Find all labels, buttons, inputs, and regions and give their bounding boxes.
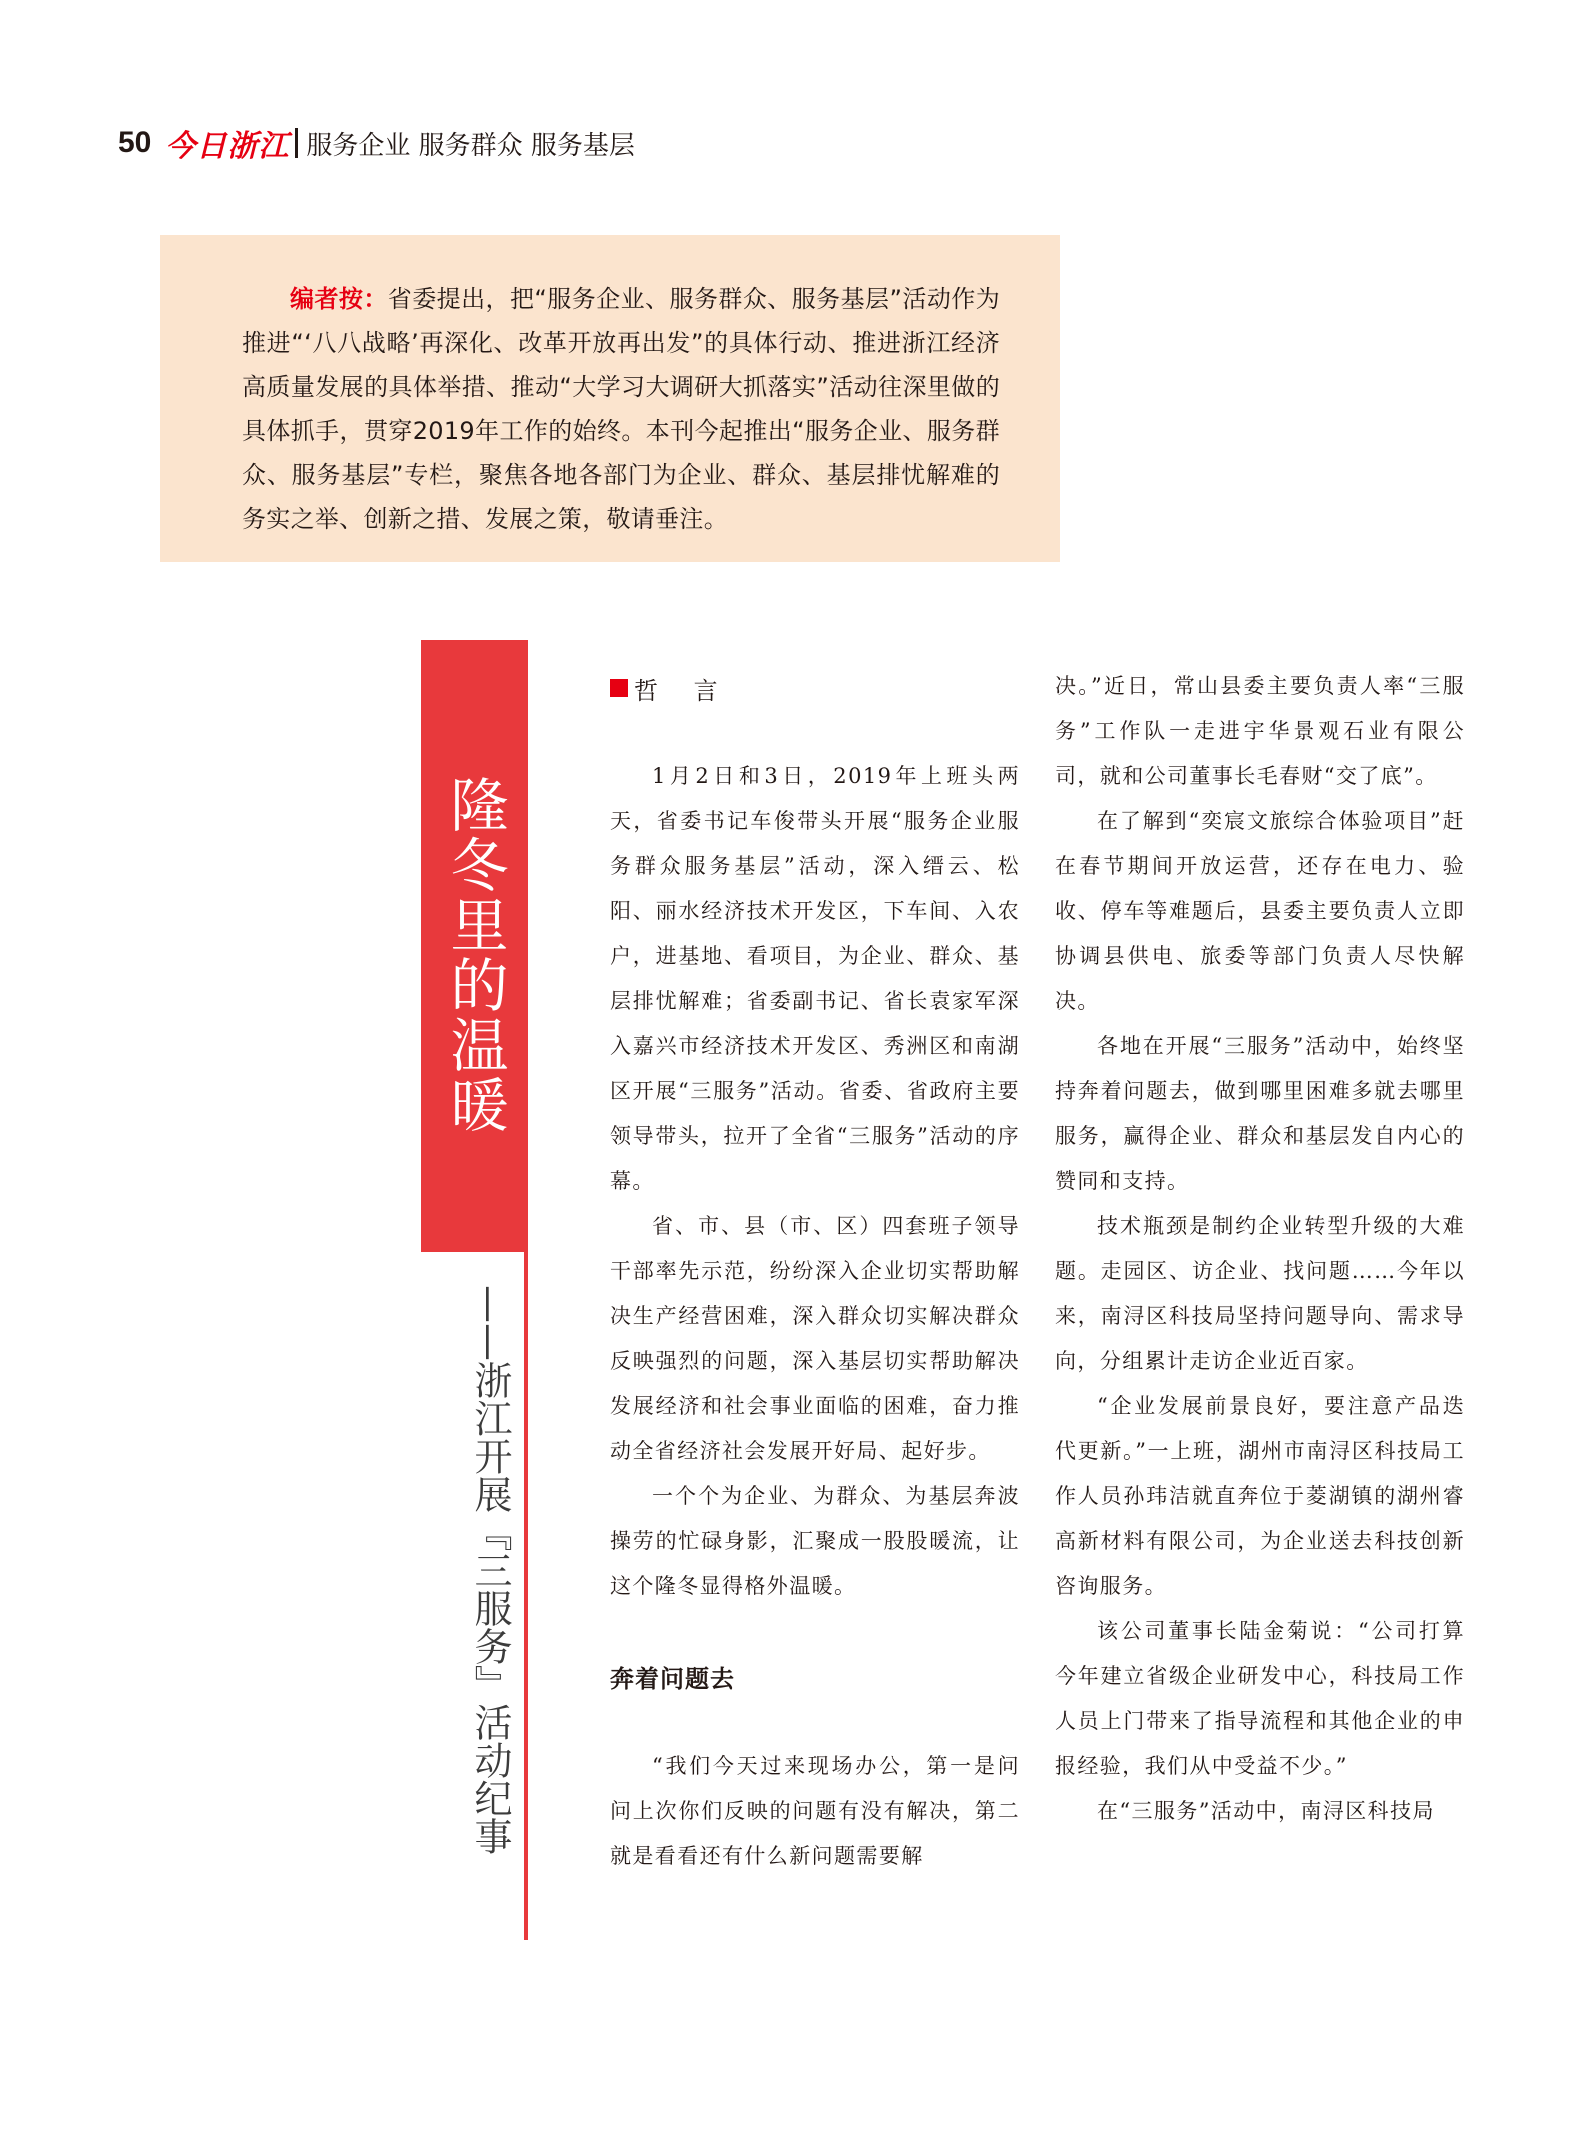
red-square-icon [610,679,628,697]
paragraph: “我们今天过来现场办公，第一是问问上次你们反映的问题有没有解决，第二就是看看还有什么新问题需要解 [610,1754,1020,1868]
magazine-logo: 今日浙江 [165,129,290,164]
page-number: 50 [118,126,152,159]
column-name: 服务企业 服务群众 服务基层 [306,130,635,161]
article-column-right [1055,664,1465,1834]
editor-note-box [160,235,1060,562]
subheading: 奔着问题去 [610,1665,735,1693]
article-subtitle: ——浙江开展『三服务』活动纪事 [468,1285,512,1855]
article-title: 隆冬里的温暖 [440,775,509,1135]
paragraph: 省、市、县（市、区）四套班子领导干部率先示范，纷纷深入企业切实帮助解决生产经营困难，深入群众切实解决群众反映强烈的问题，深入基层切实帮助解决发展经济和社会事业面临的困难，奋力推动全省经济社会发展开好局、起好步。 [610,1214,1020,1463]
paragraph: 在“三服务”活动中，南浔区科技局 [1097,1799,1435,1823]
paragraph: 各地在开展“三服务”活动中，始终坚持奔着问题去，做到哪里困难多就去哪里服务，赢得企业、群众和基层发自内心的赞同和支持。 [1055,1034,1465,1193]
paragraph: “企业发展前景良好，要注意产品迭代更新。”一上班，湖州市南浔区科技局工作人员孙玮洁就直奔位于菱湖镇的湖州睿高新材料有限公司，为企业送去科技创新咨询服务。 [1055,1394,1465,1598]
section-heading [610,670,1020,706]
editor-note-label: 编者按： [290,285,388,313]
editor-note [242,277,1000,541]
paragraph: 一个个为企业、为群众、为基层奔波操劳的忙碌身影，汇聚成一股股暖流，让这个隆冬显得格外温暖。 [610,1484,1020,1598]
paragraph: 技术瓶颈是制约企业转型升级的大难题。走园区、访企业、找问题……今年以来，南浔区科技局坚持问题导向、需求导向，分组累计走访企业近百家。 [1055,1214,1465,1373]
header-divider [295,128,298,158]
paragraph-continuation: 决。”近日，常山县委主要负责人率“三服务”工作队一走进宇华景观石业有限公司，就和公司董事长毛春财“交了底”。 [1055,674,1465,788]
paragraph: 1月2日和3日，2019年上班头两天，省委书记车俊带头开展“服务企业服务群众服务基层”活动，深入缙云、松阳、丽水经济技术开发区，下车间、入农户，进基地、看项目，为企业、群众、基层排忧解难；省委副书记、省长袁家军深入嘉兴市经济技术开发区、秀洲区和南湖区开展“三服务”活动。省委、省政府主要领导带头，拉开了全省“三服务”活动的序幕。 [610,764,1020,1193]
paragraph: 在了解到“奕宸文旅综合体验项目”赶在春节期间开放运营，还存在电力、验收、停车等难题后，县委主要负责人立即协调县供电、旅委等部门负责人尽快解决。 [1055,809,1465,1013]
page-header [118,118,635,168]
section-label: 哲 言 [634,676,732,705]
paragraph: 该公司董事长陆金菊说：“公司打算今年建立省级企业研发中心，科技局工作人员上门带来了指导流程和其他企业的申报经验，我们从中受益不少。” [1055,1619,1465,1778]
article-column-left [610,670,1020,1879]
editor-note-text: 省委提出，把“服务企业、服务群众、服务基层”活动作为推进“‘八八战略’再深化、改革开放再出发”的具体行动、推进浙江经济高质量发展的具体举措、推动“大学习大调研大抓落实”活动往深里做的具体抓手，贯穿2019年工作的始终。本刊今起推出“服务企业、服务群众、服务基层”专栏，聚焦各地各部门为企业、群众、基层排忧解难的务实之举、创新之措、发展之策，敬请垂注。 [242,285,1001,533]
